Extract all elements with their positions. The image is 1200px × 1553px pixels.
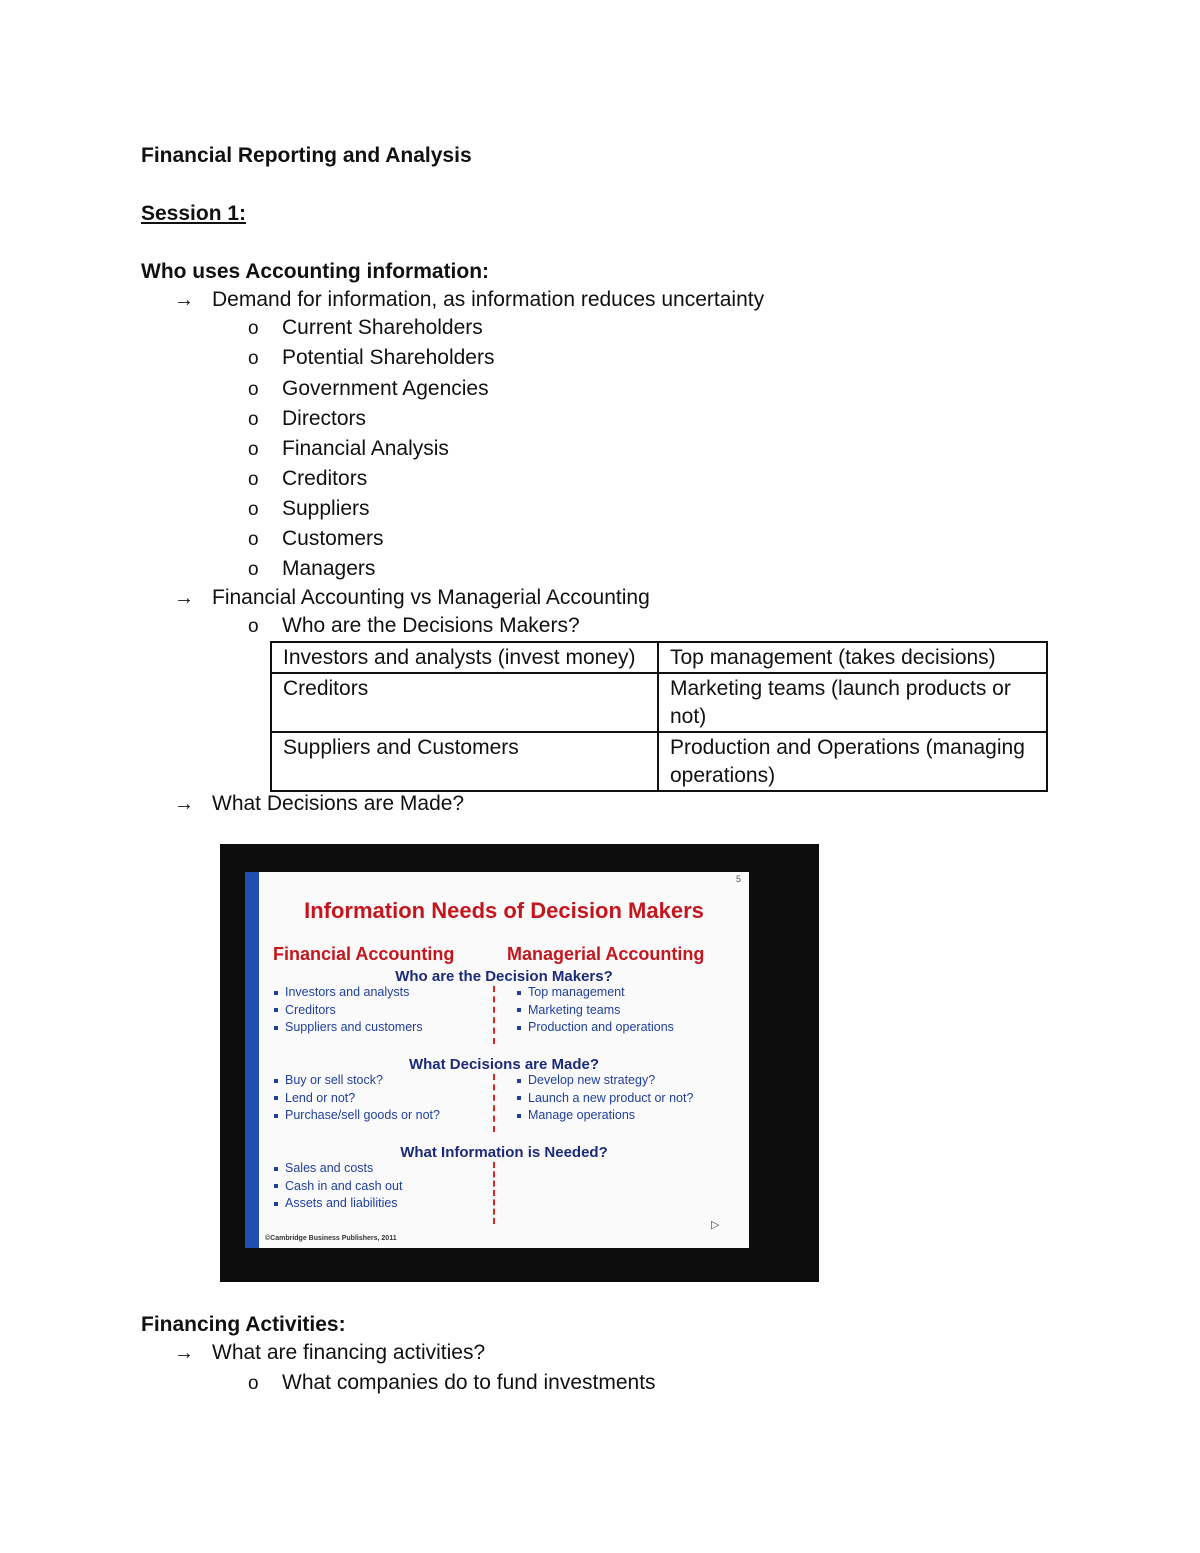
cursor-icon: ▷: [711, 1219, 720, 1231]
arrow-icon: →: [174, 793, 194, 815]
square-bullet-icon: [274, 991, 278, 995]
square-bullet-icon: [517, 1096, 521, 1100]
bullet-icon: o: [248, 559, 259, 580]
list-item: Who are the Decisions Makers?: [282, 614, 580, 637]
square-bullet-icon: [517, 991, 521, 995]
list-item: Suppliers: [282, 497, 370, 520]
bullet-icon: o: [248, 439, 259, 460]
slide-item-label: Develop new strategy?: [528, 1073, 656, 1087]
slide-item-label: Suppliers and customers: [285, 1020, 423, 1034]
slide-title: Information Needs of Decision Makers: [304, 898, 704, 923]
slide-list-item: [517, 1108, 635, 1122]
slide-list-item: [274, 1091, 355, 1105]
slide-list-item: [517, 1020, 674, 1034]
bullet-icon: o: [248, 469, 259, 490]
slide-list-item: [517, 1073, 655, 1087]
list-item: Government Agencies: [282, 377, 489, 400]
slide-list-item: [274, 1196, 398, 1210]
square-bullet-icon: [517, 1079, 521, 1083]
section-heading-financing: Financing Activities:: [141, 1313, 346, 1336]
list-item: Current Shareholders: [282, 316, 483, 339]
slide-list-item: [274, 1161, 373, 1175]
list-item: What are financing activities?: [212, 1341, 486, 1364]
slide-accent-bar: [245, 872, 259, 1248]
square-bullet-icon: [517, 1008, 521, 1012]
session-heading: Session 1:: [141, 202, 247, 225]
slide-item-label: Investors and analysts: [285, 985, 410, 999]
bullet-icon: o: [248, 499, 259, 520]
slide-item-label: Sales and costs: [285, 1161, 374, 1175]
list-item: Potential Shareholders: [282, 346, 495, 369]
bullet-icon: o: [248, 1373, 259, 1394]
square-bullet-icon: [274, 1079, 278, 1083]
arrow-icon: →: [174, 1342, 194, 1364]
slide-list-item: [517, 1003, 620, 1017]
slide-item-label: Assets and liabilities: [285, 1196, 398, 1210]
section-heading-users: Who uses Accounting information:: [141, 260, 490, 283]
square-bullet-icon: [274, 1184, 278, 1188]
list-item: Financial Accounting vs Managerial Accounting: [212, 586, 650, 609]
slide-item-label: Buy or sell stock?: [285, 1073, 383, 1087]
slide-item-label: Lend or not?: [285, 1090, 356, 1105]
list-item: Customers: [282, 527, 384, 550]
slide-item-label: Purchase/sell goods or not?: [285, 1108, 440, 1122]
table-row: [271, 732, 1047, 791]
table-cell: Creditors: [271, 673, 658, 732]
list-item: What companies do to fund investments: [282, 1371, 656, 1394]
slide-item-label: Production and operations: [528, 1020, 674, 1034]
slide-left-header: Financial Accounting: [273, 944, 455, 964]
slide-item-label: Manage operations: [528, 1108, 636, 1122]
slide-question-3: What Information is Needed?: [400, 1144, 608, 1161]
square-bullet-icon: [274, 1167, 278, 1171]
slide-list-item: [274, 1108, 440, 1122]
arrow-icon: →: [174, 587, 194, 609]
list-item: What Decisions are Made?: [212, 792, 465, 815]
table-cell: Investors and analysts (invest money): [271, 642, 658, 673]
slide-list-item: [274, 985, 409, 999]
slide-question-2: What Decisions are Made?: [408, 1056, 600, 1073]
slide-copyright: ©Cambridge Business Publishers, 2011: [265, 1235, 397, 1242]
slide-question-1: Who are the Decision Makers?: [395, 968, 613, 985]
slide-number: 5: [735, 874, 741, 884]
table-cell: Suppliers and Customers: [271, 732, 658, 791]
table-row: [271, 673, 1047, 732]
bullet-icon: o: [248, 318, 259, 339]
bullet-icon: o: [248, 616, 259, 637]
list-item: Managers: [282, 557, 376, 580]
slide-list-item: [274, 1020, 423, 1034]
slide-list-item: [274, 1073, 383, 1087]
list-item: Directors: [282, 407, 367, 430]
square-bullet-icon: [274, 1096, 278, 1100]
bullet-icon: o: [248, 529, 259, 550]
square-bullet-icon: [274, 1026, 278, 1030]
slide-item-label: Launch a new product or not?: [528, 1090, 694, 1105]
arrow-icon: →: [174, 289, 194, 311]
table-row: [271, 642, 1047, 673]
square-bullet-icon: [274, 1008, 278, 1012]
slide-list-item: [274, 1179, 402, 1193]
list-item: Demand for information, as information reduces uncertainty: [212, 288, 765, 311]
list-item: Financial Analysis: [282, 437, 449, 460]
slide-divider: [493, 986, 495, 1044]
table-cell: Marketing teams (launch products or not): [658, 673, 1047, 732]
slide-divider: [493, 1162, 495, 1224]
slide-list-item: [517, 985, 625, 999]
bullet-icon: o: [248, 409, 259, 430]
bullet-icon: o: [248, 379, 259, 400]
square-bullet-icon: [517, 1114, 521, 1118]
slide-item-label: Cash in and cash out: [285, 1178, 403, 1193]
slide-divider: [493, 1074, 495, 1132]
slide-item-label: Top management: [528, 985, 625, 999]
decision-makers-table: [270, 641, 1048, 792]
table-cell: Production and Operations (managing operations): [658, 732, 1047, 791]
slide-list-item: [517, 1091, 693, 1105]
square-bullet-icon: [274, 1114, 278, 1118]
slide-list-item: [274, 1003, 336, 1017]
bullet-icon: o: [248, 348, 259, 369]
list-item: Creditors: [282, 467, 368, 490]
square-bullet-icon: [274, 1202, 278, 1206]
page-title: Financial Reporting and Analysis: [141, 144, 472, 167]
slide: [245, 872, 749, 1248]
table-cell: Top management (takes decisions): [658, 642, 1047, 673]
slide-item-label: Creditors: [285, 1002, 336, 1017]
slide-screenshot: [220, 844, 819, 1282]
slide-item-label: Marketing teams: [528, 1002, 621, 1017]
square-bullet-icon: [517, 1026, 521, 1030]
slide-right-header: Managerial Accounting: [507, 944, 705, 964]
